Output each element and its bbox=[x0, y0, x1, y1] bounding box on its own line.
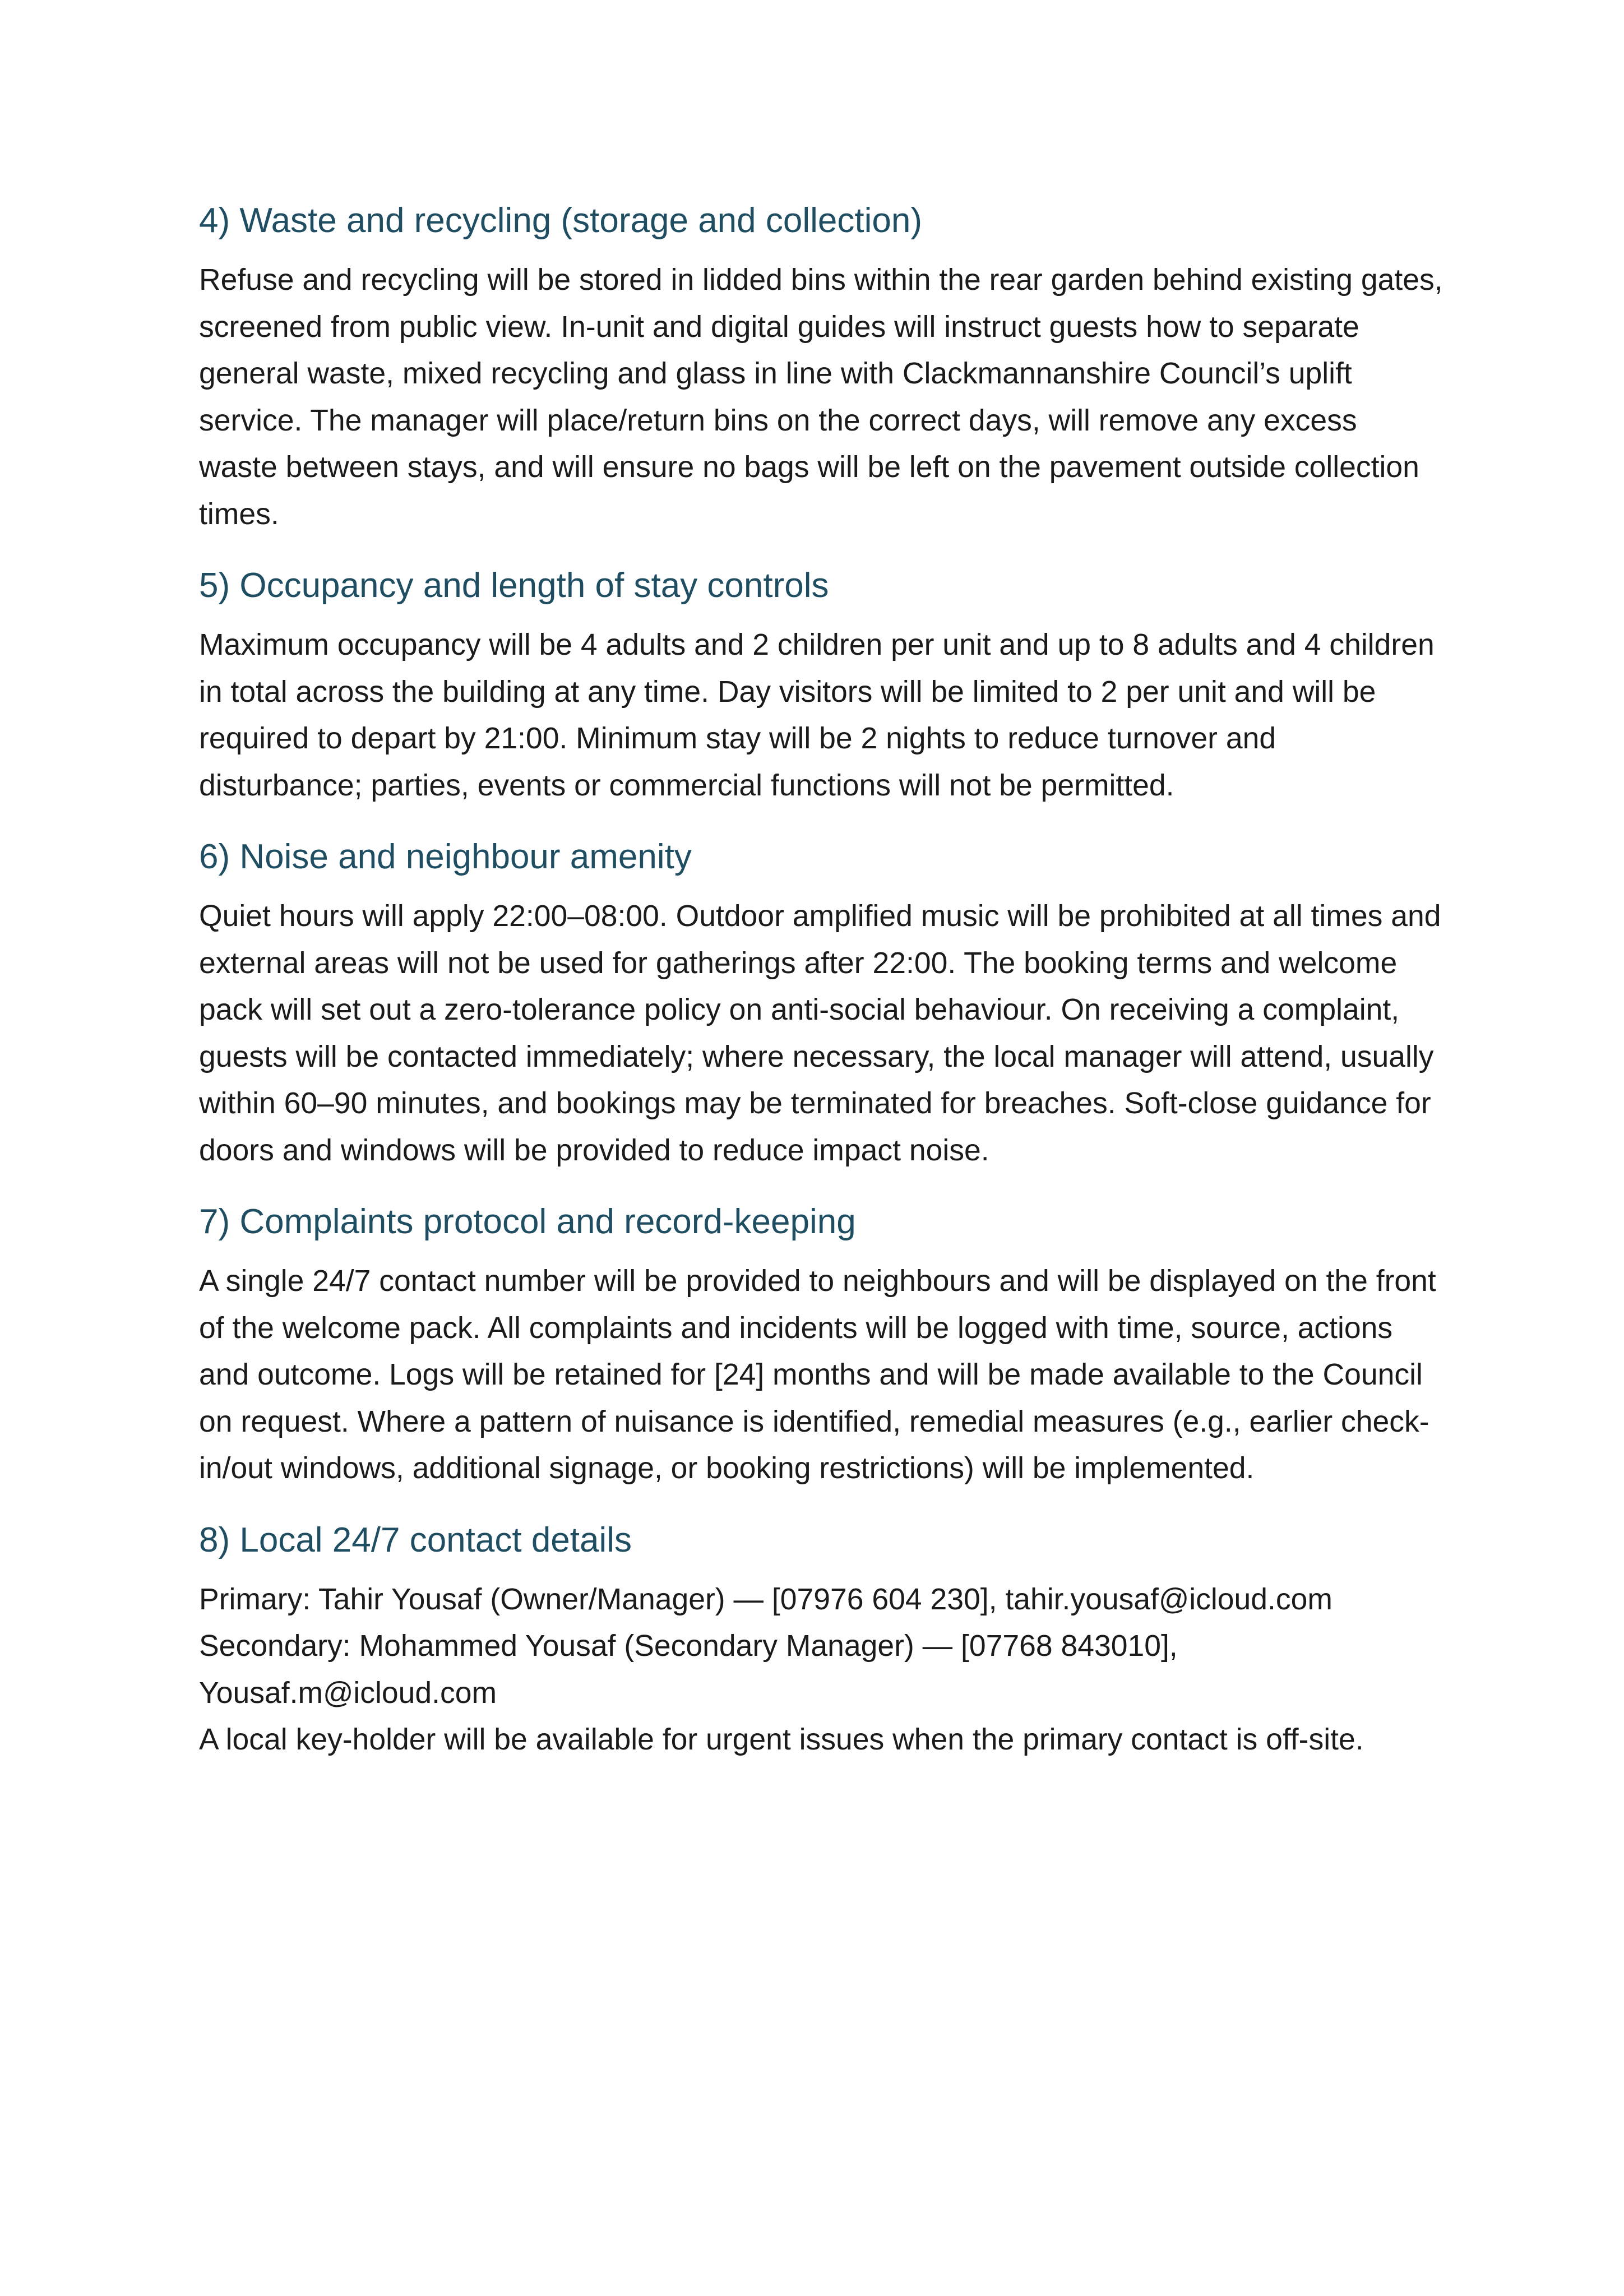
section-waste-recycling bbox=[199, 197, 1443, 538]
section-heading: 6) Noise and neighbour amenity bbox=[199, 837, 692, 876]
secondary-contact: Secondary: Mohammed Yousaf (Secondary Manager) — [07768 843010], Yousaf.m@icloud.com bbox=[199, 1630, 1178, 1710]
section-body: A single 24/7 contact number will be provided to neighbours and will be displayed on the front of the welcome pack. All complaints and incidents will be logged with time, source, actions and outcome. Logs will be retained for [24] months and will be made available to the Council on request. Where a pattern of nuisance is identified, remedial measures (e.g., earlier check-in/out windows, additional signage, or booking restrictions) will be implemented. bbox=[199, 1265, 1436, 1485]
section-heading: 7) Complaints protocol and record-keeping bbox=[199, 1202, 856, 1241]
primary-contact: Primary: Tahir Yousaf (Owner/Manager) — [07976 604 230], tahir.yousaf@icloud.com bbox=[199, 1582, 1332, 1616]
section-heading: 5) Occupancy and length of stay controls bbox=[199, 566, 829, 605]
section-heading: 4) Waste and recycling (storage and collection) bbox=[199, 201, 922, 240]
section-heading: 8) Local 24/7 contact details bbox=[199, 1520, 632, 1559]
document-page bbox=[199, 197, 1443, 1763]
keyholder-note: A local key-holder will be available for urgent issues when the primary contact is off-site. bbox=[199, 1723, 1364, 1756]
section-contacts bbox=[199, 1517, 1443, 1763]
section-complaints bbox=[199, 1198, 1443, 1492]
section-body: Maximum occupancy will be 4 adults and 2 children per unit and up to 8 adults and 4 children in total across the building at any time. Day visitors will be limited to 2 per unit and will be required to depart by 21:00. Minimum stay will be 2 nights to reduce turnover and disturbance; parties, events or commercial functions will not be permitted. bbox=[199, 628, 1435, 802]
section-body: Refuse and recycling will be stored in lidded bins within the rear garden behind existing gates, screened from public view. In-unit and digital guides will instruct guests how to separate general waste, mixed recycling and glass in line with Clackmannanshire Council’s uplift service. The manager will place/return bins on the correct days, will remove any excess waste between stays, and will ensure no bags will be left on the pavement outside collection times. bbox=[199, 263, 1443, 531]
section-occupancy bbox=[199, 562, 1443, 809]
section-body: Quiet hours will apply 22:00–08:00. Outdoor amplified music will be prohibited at all times and external areas will not be used for gatherings after 22:00. The booking terms and welcome pack will set out a zero-tolerance policy on anti-social behaviour. On receiving a complaint, guests will be contacted immediately; where necessary, the local manager will attend, usually within 60–90 minutes, and bookings may be terminated for breaches. Soft-close guidance for doors and windows will be provided to reduce impact noise. bbox=[199, 900, 1441, 1167]
section-noise bbox=[199, 834, 1443, 1174]
